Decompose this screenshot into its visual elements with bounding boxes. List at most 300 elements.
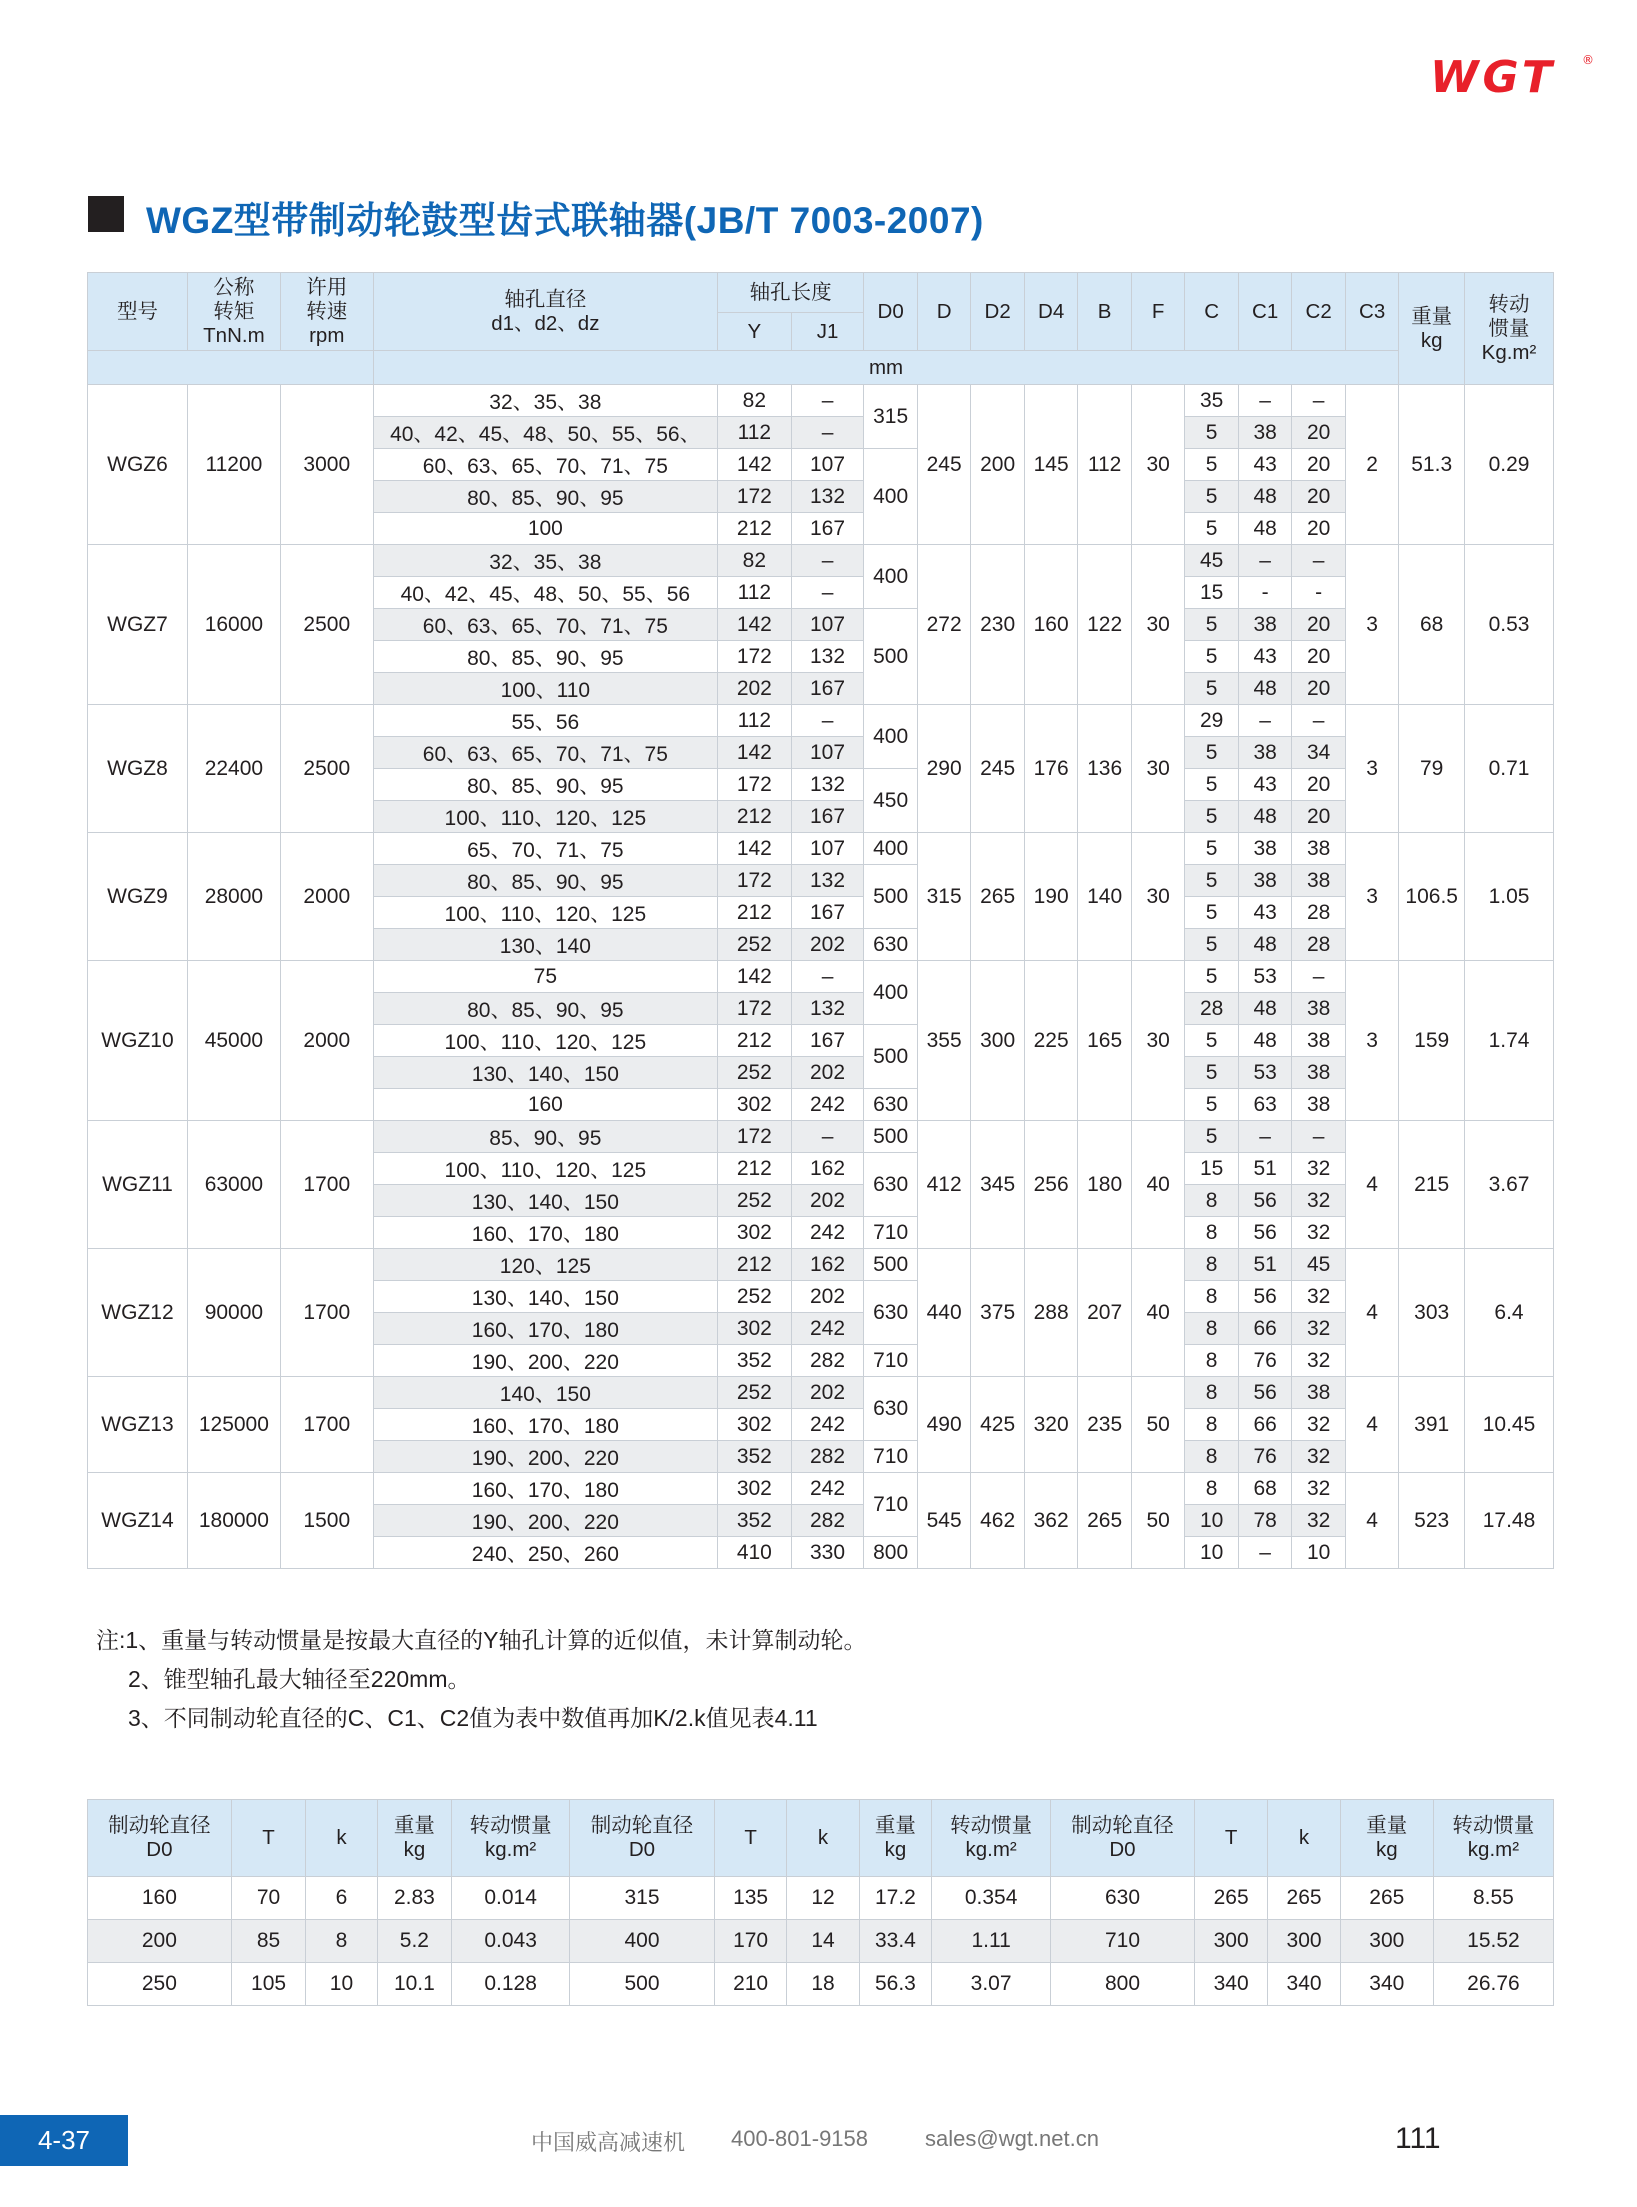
c-cell: 5 bbox=[1185, 641, 1239, 673]
c2-cell: 20 bbox=[1292, 673, 1346, 705]
d0-cell: 400 bbox=[864, 545, 918, 609]
d-cell: 272 bbox=[917, 545, 971, 705]
table-row bbox=[88, 1877, 1554, 1920]
header-f: F bbox=[1131, 273, 1185, 351]
c-cell: 5 bbox=[1185, 513, 1239, 545]
d4-cell: 190 bbox=[1024, 833, 1078, 961]
c2-cell: 20 bbox=[1292, 641, 1346, 673]
c2-cell: 38 bbox=[1292, 1025, 1346, 1057]
brake-header-inertia: 转动惯量 kg.m² bbox=[1433, 1800, 1553, 1877]
page-number: 111 bbox=[1395, 2122, 1441, 2155]
c1-cell: 68 bbox=[1238, 1473, 1292, 1505]
table-row bbox=[88, 1963, 1554, 2006]
d4-cell: 362 bbox=[1024, 1473, 1078, 1569]
model-cell: WGZ10 bbox=[88, 961, 188, 1121]
header-inertia: 转动 惯量 Kg.m² bbox=[1465, 273, 1554, 385]
y-cell: 302 bbox=[717, 1409, 791, 1441]
c1-cell: 48 bbox=[1238, 801, 1292, 833]
brake-header-t: T bbox=[231, 1800, 305, 1877]
j1-cell: 167 bbox=[791, 673, 864, 705]
bore-cell: 32、35、38 bbox=[373, 385, 717, 417]
y-cell: 142 bbox=[717, 737, 791, 769]
c2-cell: 20 bbox=[1292, 609, 1346, 641]
d0-cell: 500 bbox=[864, 609, 918, 705]
y-cell: 112 bbox=[717, 417, 791, 449]
header-weight: 重量 kg bbox=[1399, 273, 1465, 385]
f-cell: 40 bbox=[1131, 1249, 1185, 1377]
j1-cell: 107 bbox=[791, 449, 864, 481]
d2-cell: 425 bbox=[971, 1377, 1025, 1473]
header-speed: 许用 转速 rpm bbox=[280, 273, 373, 351]
f-cell: 40 bbox=[1131, 1121, 1185, 1249]
c2-cell: 38 bbox=[1292, 993, 1346, 1025]
brake-weight-cell: 10.1 bbox=[377, 1963, 451, 2006]
registered-mark: ® bbox=[1582, 53, 1594, 67]
speed-cell: 1700 bbox=[280, 1249, 373, 1377]
c-cell: 8 bbox=[1185, 1377, 1239, 1409]
d0-cell: 630 bbox=[864, 1281, 918, 1345]
brake-k-cell: 6 bbox=[306, 1877, 377, 1920]
inertia-cell: 1.05 bbox=[1465, 833, 1554, 961]
brake-k-cell: 300 bbox=[1268, 1920, 1340, 1963]
header-b: B bbox=[1078, 273, 1132, 351]
bore-cell: 130、140、150 bbox=[373, 1057, 717, 1089]
j1-cell: 282 bbox=[791, 1441, 864, 1473]
c1-cell: 38 bbox=[1238, 417, 1292, 449]
brake-d0-cell: 250 bbox=[88, 1963, 232, 2006]
y-cell: 212 bbox=[717, 1025, 791, 1057]
footer-email: sales@wgt.net.cn bbox=[925, 2126, 1099, 2151]
c2-cell: 32 bbox=[1292, 1345, 1346, 1377]
torque-cell: 63000 bbox=[187, 1121, 280, 1249]
header-c3: C3 bbox=[1345, 273, 1399, 351]
speed-cell: 2500 bbox=[280, 545, 373, 705]
c3-cell: 4 bbox=[1345, 1377, 1399, 1473]
model-cell: WGZ11 bbox=[88, 1121, 188, 1249]
header-d2: D2 bbox=[971, 273, 1025, 351]
c1-cell: 53 bbox=[1238, 1057, 1292, 1089]
brake-inertia-cell: 3.07 bbox=[932, 1963, 1051, 2006]
c1-cell: 56 bbox=[1238, 1217, 1292, 1249]
c2-cell: 32 bbox=[1292, 1505, 1346, 1537]
brake-weight-cell: 33.4 bbox=[859, 1920, 931, 1963]
d0-cell: 630 bbox=[864, 1377, 918, 1441]
y-cell: 172 bbox=[717, 641, 791, 673]
y-cell: 212 bbox=[717, 801, 791, 833]
c1-cell: 43 bbox=[1238, 449, 1292, 481]
y-cell: 212 bbox=[717, 897, 791, 929]
c-cell: 35 bbox=[1185, 385, 1239, 417]
table-row bbox=[88, 1377, 1554, 1409]
weight-cell: 215 bbox=[1399, 1121, 1465, 1249]
c2-cell: – bbox=[1292, 1121, 1346, 1153]
c3-cell: 3 bbox=[1345, 833, 1399, 961]
c1-cell: – bbox=[1238, 385, 1292, 417]
brake-weight-cell: 300 bbox=[1340, 1920, 1433, 1963]
notes bbox=[96, 1621, 867, 1738]
c-cell: 5 bbox=[1185, 1025, 1239, 1057]
j1-cell: 167 bbox=[791, 1025, 864, 1057]
c2-cell: 32 bbox=[1292, 1281, 1346, 1313]
brake-inertia-cell: 0.043 bbox=[452, 1920, 570, 1963]
inertia-cell: 6.4 bbox=[1465, 1249, 1554, 1377]
torque-cell: 28000 bbox=[187, 833, 280, 961]
bore-cell: 80、85、90、95 bbox=[373, 993, 717, 1025]
c2-cell: 20 bbox=[1292, 801, 1346, 833]
d2-cell: 245 bbox=[971, 705, 1025, 833]
c1-cell: 53 bbox=[1238, 961, 1292, 993]
y-cell: 302 bbox=[717, 1313, 791, 1345]
table-row bbox=[88, 385, 1554, 417]
c-cell: 15 bbox=[1185, 577, 1239, 609]
inertia-cell: 3.67 bbox=[1465, 1121, 1554, 1249]
j1-cell: 167 bbox=[791, 897, 864, 929]
c-cell: 8 bbox=[1185, 1185, 1239, 1217]
y-cell: 252 bbox=[717, 1057, 791, 1089]
header-y: Y bbox=[717, 313, 791, 351]
j1-cell: 132 bbox=[791, 641, 864, 673]
bore-cell: 85、90、95 bbox=[373, 1121, 717, 1153]
weight-cell: 68 bbox=[1399, 545, 1465, 705]
d0-cell: 450 bbox=[864, 769, 918, 833]
bore-cell: 190、200、220 bbox=[373, 1441, 717, 1473]
c-cell: 5 bbox=[1185, 1121, 1239, 1153]
b-cell: 140 bbox=[1078, 833, 1132, 961]
y-cell: 142 bbox=[717, 609, 791, 641]
f-cell: 30 bbox=[1131, 705, 1185, 833]
d0-cell: 710 bbox=[864, 1345, 918, 1377]
c-cell: 28 bbox=[1185, 993, 1239, 1025]
b-cell: 180 bbox=[1078, 1121, 1132, 1249]
j1-cell: 202 bbox=[791, 1377, 864, 1409]
bore-cell: 100、110 bbox=[373, 673, 717, 705]
brake-header-t: T bbox=[714, 1800, 786, 1877]
c-cell: 5 bbox=[1185, 673, 1239, 705]
header-model: 型号 bbox=[88, 273, 188, 351]
wgt-logo bbox=[1428, 50, 1596, 98]
d4-cell: 145 bbox=[1024, 385, 1078, 545]
d0-cell: 500 bbox=[864, 1025, 918, 1089]
bore-cell: 80、85、90、95 bbox=[373, 769, 717, 801]
speed-cell: 1700 bbox=[280, 1121, 373, 1249]
bore-cell: 40、42、45、48、50、55、56 bbox=[373, 577, 717, 609]
inertia-cell: 10.45 bbox=[1465, 1377, 1554, 1473]
inertia-cell: 0.29 bbox=[1465, 385, 1554, 545]
j1-cell: 202 bbox=[791, 1057, 864, 1089]
model-cell: WGZ9 bbox=[88, 833, 188, 961]
j1-cell: 132 bbox=[791, 993, 864, 1025]
c2-cell: 32 bbox=[1292, 1217, 1346, 1249]
brake-inertia-cell: 26.76 bbox=[1433, 1963, 1553, 2006]
c2-cell: 34 bbox=[1292, 737, 1346, 769]
header-d4: D4 bbox=[1024, 273, 1078, 351]
header-blank bbox=[88, 351, 374, 385]
c-cell: 45 bbox=[1185, 545, 1239, 577]
j1-cell: 162 bbox=[791, 1249, 864, 1281]
bore-cell: 130、140、150 bbox=[373, 1185, 717, 1217]
j1-cell: 162 bbox=[791, 1153, 864, 1185]
d-cell: 490 bbox=[917, 1377, 971, 1473]
brake-weight-cell: 265 bbox=[1340, 1877, 1433, 1920]
bore-cell: 75 bbox=[373, 961, 717, 993]
bore-cell: 190、200、220 bbox=[373, 1345, 717, 1377]
c-cell: 5 bbox=[1185, 1057, 1239, 1089]
d0-cell: 400 bbox=[864, 449, 918, 545]
brake-header-t: T bbox=[1194, 1800, 1267, 1877]
speed-cell: 2000 bbox=[280, 961, 373, 1121]
brake-header-weight: 重量 kg bbox=[377, 1800, 451, 1877]
bore-cell: 40、42、45、48、50、55、56、 bbox=[373, 417, 717, 449]
table-row bbox=[88, 961, 1554, 993]
d4-cell: 288 bbox=[1024, 1249, 1078, 1377]
brake-header-d0: 制动轮直径 D0 bbox=[1051, 1800, 1195, 1877]
c3-cell: 3 bbox=[1345, 961, 1399, 1121]
brake-header-d0: 制动轮直径 D0 bbox=[570, 1800, 715, 1877]
bore-cell: 65、70、71、75 bbox=[373, 833, 717, 865]
c1-cell: 48 bbox=[1238, 929, 1292, 961]
c1-cell: 78 bbox=[1238, 1505, 1292, 1537]
brake-header-weight: 重量 kg bbox=[1340, 1800, 1433, 1877]
j1-cell: 107 bbox=[791, 833, 864, 865]
c-cell: 29 bbox=[1185, 705, 1239, 737]
d2-cell: 300 bbox=[971, 961, 1025, 1121]
brake-header-k: k bbox=[787, 1800, 859, 1877]
j1-cell: 202 bbox=[791, 929, 864, 961]
bore-cell: 140、150 bbox=[373, 1377, 717, 1409]
note-3: 3、不同制动轮直径的C、C1、C2值为表中数值再加K/2.k值见表4.11 bbox=[128, 1705, 818, 1731]
y-cell: 142 bbox=[717, 449, 791, 481]
torque-cell: 45000 bbox=[187, 961, 280, 1121]
inertia-cell: 17.48 bbox=[1465, 1473, 1554, 1569]
j1-cell: 167 bbox=[791, 801, 864, 833]
c2-cell: 32 bbox=[1292, 1153, 1346, 1185]
table-row bbox=[88, 1473, 1554, 1505]
y-cell: 142 bbox=[717, 961, 791, 993]
d0-cell: 400 bbox=[864, 833, 918, 865]
b-cell: 136 bbox=[1078, 705, 1132, 833]
bore-cell: 240、250、260 bbox=[373, 1537, 717, 1569]
c3-cell: 4 bbox=[1345, 1249, 1399, 1377]
c2-cell: 20 bbox=[1292, 513, 1346, 545]
y-cell: 352 bbox=[717, 1505, 791, 1537]
c1-cell: 48 bbox=[1238, 673, 1292, 705]
brake-k-cell: 18 bbox=[787, 1963, 859, 2006]
d-cell: 290 bbox=[917, 705, 971, 833]
brake-wheel-table bbox=[87, 1799, 1554, 2006]
weight-cell: 106.5 bbox=[1399, 833, 1465, 961]
y-cell: 212 bbox=[717, 1153, 791, 1185]
j1-cell: – bbox=[791, 385, 864, 417]
c1-cell: – bbox=[1238, 545, 1292, 577]
header-d0: D0 bbox=[864, 273, 918, 351]
c-cell: 8 bbox=[1185, 1473, 1239, 1505]
header-d: D bbox=[917, 273, 971, 351]
y-cell: 302 bbox=[717, 1473, 791, 1505]
d0-cell: 800 bbox=[864, 1537, 918, 1569]
d2-cell: 230 bbox=[971, 545, 1025, 705]
header-c1: C1 bbox=[1238, 273, 1292, 351]
b-cell: 112 bbox=[1078, 385, 1132, 545]
c2-cell: 45 bbox=[1292, 1249, 1346, 1281]
brake-t-cell: 85 bbox=[231, 1920, 305, 1963]
table-row bbox=[88, 1121, 1554, 1153]
brake-inertia-cell: 1.11 bbox=[932, 1920, 1051, 1963]
inertia-cell: 1.74 bbox=[1465, 961, 1554, 1121]
c-cell: 5 bbox=[1185, 417, 1239, 449]
header-bore-length: 轴孔长度 bbox=[717, 273, 863, 313]
brake-t-cell: 265 bbox=[1194, 1877, 1267, 1920]
inertia-cell: 0.53 bbox=[1465, 545, 1554, 705]
c-cell: 8 bbox=[1185, 1409, 1239, 1441]
b-cell: 165 bbox=[1078, 961, 1132, 1121]
d-cell: 355 bbox=[917, 961, 971, 1121]
c-cell: 8 bbox=[1185, 1313, 1239, 1345]
d4-cell: 320 bbox=[1024, 1377, 1078, 1473]
bore-cell: 160、170、180 bbox=[373, 1409, 717, 1441]
torque-cell: 90000 bbox=[187, 1249, 280, 1377]
c-cell: 8 bbox=[1185, 1441, 1239, 1473]
brake-d0-cell: 710 bbox=[1051, 1920, 1195, 1963]
c-cell: 8 bbox=[1185, 1217, 1239, 1249]
j1-cell: 242 bbox=[791, 1473, 864, 1505]
c3-cell: 4 bbox=[1345, 1473, 1399, 1569]
d-cell: 545 bbox=[917, 1473, 971, 1569]
y-cell: 212 bbox=[717, 1249, 791, 1281]
c1-cell: 48 bbox=[1238, 1025, 1292, 1057]
c1-cell: 51 bbox=[1238, 1153, 1292, 1185]
header-c: C bbox=[1185, 273, 1239, 351]
j1-cell: 132 bbox=[791, 769, 864, 801]
table-row bbox=[88, 705, 1554, 737]
c3-cell: 3 bbox=[1345, 705, 1399, 833]
bore-cell: 190、200、220 bbox=[373, 1505, 717, 1537]
brake-k-cell: 10 bbox=[306, 1963, 377, 2006]
brake-t-cell: 105 bbox=[231, 1963, 305, 2006]
y-cell: 252 bbox=[717, 929, 791, 961]
c1-cell: 51 bbox=[1238, 1249, 1292, 1281]
j1-cell: 132 bbox=[791, 481, 864, 513]
note-2: 2、锥型轴孔最大轴径至220mm。 bbox=[128, 1666, 471, 1692]
f-cell: 30 bbox=[1131, 385, 1185, 545]
d-cell: 412 bbox=[917, 1121, 971, 1249]
c-cell: 10 bbox=[1185, 1505, 1239, 1537]
d2-cell: 375 bbox=[971, 1249, 1025, 1377]
weight-cell: 51.3 bbox=[1399, 385, 1465, 545]
d2-cell: 265 bbox=[971, 833, 1025, 961]
c2-cell: 32 bbox=[1292, 1313, 1346, 1345]
b-cell: 235 bbox=[1078, 1377, 1132, 1473]
y-cell: 352 bbox=[717, 1345, 791, 1377]
brake-t-cell: 210 bbox=[714, 1963, 786, 2006]
brake-header-d0: 制动轮直径 D0 bbox=[88, 1800, 232, 1877]
brake-weight-cell: 5.2 bbox=[377, 1920, 451, 1963]
brake-header-k: k bbox=[306, 1800, 377, 1877]
b-cell: 207 bbox=[1078, 1249, 1132, 1377]
j1-cell: – bbox=[791, 961, 864, 993]
bore-cell: 55、56 bbox=[373, 705, 717, 737]
brake-t-cell: 300 bbox=[1194, 1920, 1267, 1963]
c3-cell: 4 bbox=[1345, 1121, 1399, 1249]
wgt-logo-text: WGT bbox=[1430, 52, 1556, 98]
model-cell: WGZ12 bbox=[88, 1249, 188, 1377]
brake-k-cell: 12 bbox=[787, 1877, 859, 1920]
j1-cell: 242 bbox=[791, 1313, 864, 1345]
c-cell: 5 bbox=[1185, 897, 1239, 929]
header-unit-mm: mm bbox=[373, 351, 1399, 385]
b-cell: 265 bbox=[1078, 1473, 1132, 1569]
c1-cell: 48 bbox=[1238, 993, 1292, 1025]
brake-d0-cell: 630 bbox=[1051, 1877, 1195, 1920]
d0-cell: 500 bbox=[864, 1249, 918, 1281]
c1-cell: 38 bbox=[1238, 833, 1292, 865]
model-cell: WGZ13 bbox=[88, 1377, 188, 1473]
c2-cell: 38 bbox=[1292, 1057, 1346, 1089]
bore-cell: 100、110、120、125 bbox=[373, 801, 717, 833]
j1-cell: 202 bbox=[791, 1185, 864, 1217]
c-cell: 5 bbox=[1185, 833, 1239, 865]
y-cell: 172 bbox=[717, 1121, 791, 1153]
bore-cell: 100、110、120、125 bbox=[373, 897, 717, 929]
c1-cell: - bbox=[1238, 577, 1292, 609]
y-cell: 112 bbox=[717, 705, 791, 737]
c2-cell: – bbox=[1292, 385, 1346, 417]
c1-cell: 56 bbox=[1238, 1377, 1292, 1409]
j1-cell: 242 bbox=[791, 1089, 864, 1121]
c1-cell: – bbox=[1238, 705, 1292, 737]
y-cell: 172 bbox=[717, 769, 791, 801]
footer-phone: 400-801-9158 bbox=[731, 2126, 869, 2151]
y-cell: 172 bbox=[717, 865, 791, 897]
f-cell: 30 bbox=[1131, 545, 1185, 705]
c2-cell: 32 bbox=[1292, 1473, 1346, 1505]
y-cell: 252 bbox=[717, 1185, 791, 1217]
brake-weight-cell: 340 bbox=[1340, 1963, 1433, 2006]
c-cell: 10 bbox=[1185, 1537, 1239, 1569]
c-cell: 5 bbox=[1185, 769, 1239, 801]
brake-weight-cell: 56.3 bbox=[859, 1963, 931, 2006]
d0-cell: 630 bbox=[864, 1089, 918, 1121]
brake-t-cell: 170 bbox=[714, 1920, 786, 1963]
weight-cell: 79 bbox=[1399, 705, 1465, 833]
brake-inertia-cell: 0.354 bbox=[932, 1877, 1051, 1920]
brake-d0-cell: 315 bbox=[570, 1877, 715, 1920]
c2-cell: 20 bbox=[1292, 417, 1346, 449]
d0-cell: 400 bbox=[864, 961, 918, 1025]
y-cell: 112 bbox=[717, 577, 791, 609]
bore-cell: 32、35、38 bbox=[373, 545, 717, 577]
y-cell: 172 bbox=[717, 481, 791, 513]
c1-cell: – bbox=[1238, 1537, 1292, 1569]
bore-cell: 80、85、90、95 bbox=[373, 641, 717, 673]
b-cell: 122 bbox=[1078, 545, 1132, 705]
speed-cell: 2000 bbox=[280, 833, 373, 961]
c-cell: 8 bbox=[1185, 1249, 1239, 1281]
c1-cell: 76 bbox=[1238, 1441, 1292, 1473]
c1-cell: 38 bbox=[1238, 737, 1292, 769]
table-row bbox=[88, 545, 1554, 577]
c1-cell: 48 bbox=[1238, 513, 1292, 545]
j1-cell: 282 bbox=[791, 1505, 864, 1537]
c2-cell: 32 bbox=[1292, 1409, 1346, 1441]
d4-cell: 256 bbox=[1024, 1121, 1078, 1249]
c1-cell: 43 bbox=[1238, 769, 1292, 801]
y-cell: 172 bbox=[717, 993, 791, 1025]
model-cell: WGZ14 bbox=[88, 1473, 188, 1569]
brake-weight-cell: 2.83 bbox=[377, 1877, 451, 1920]
brake-t-cell: 340 bbox=[1194, 1963, 1267, 2006]
bore-cell: 160、170、180 bbox=[373, 1473, 717, 1505]
j1-cell: – bbox=[791, 705, 864, 737]
